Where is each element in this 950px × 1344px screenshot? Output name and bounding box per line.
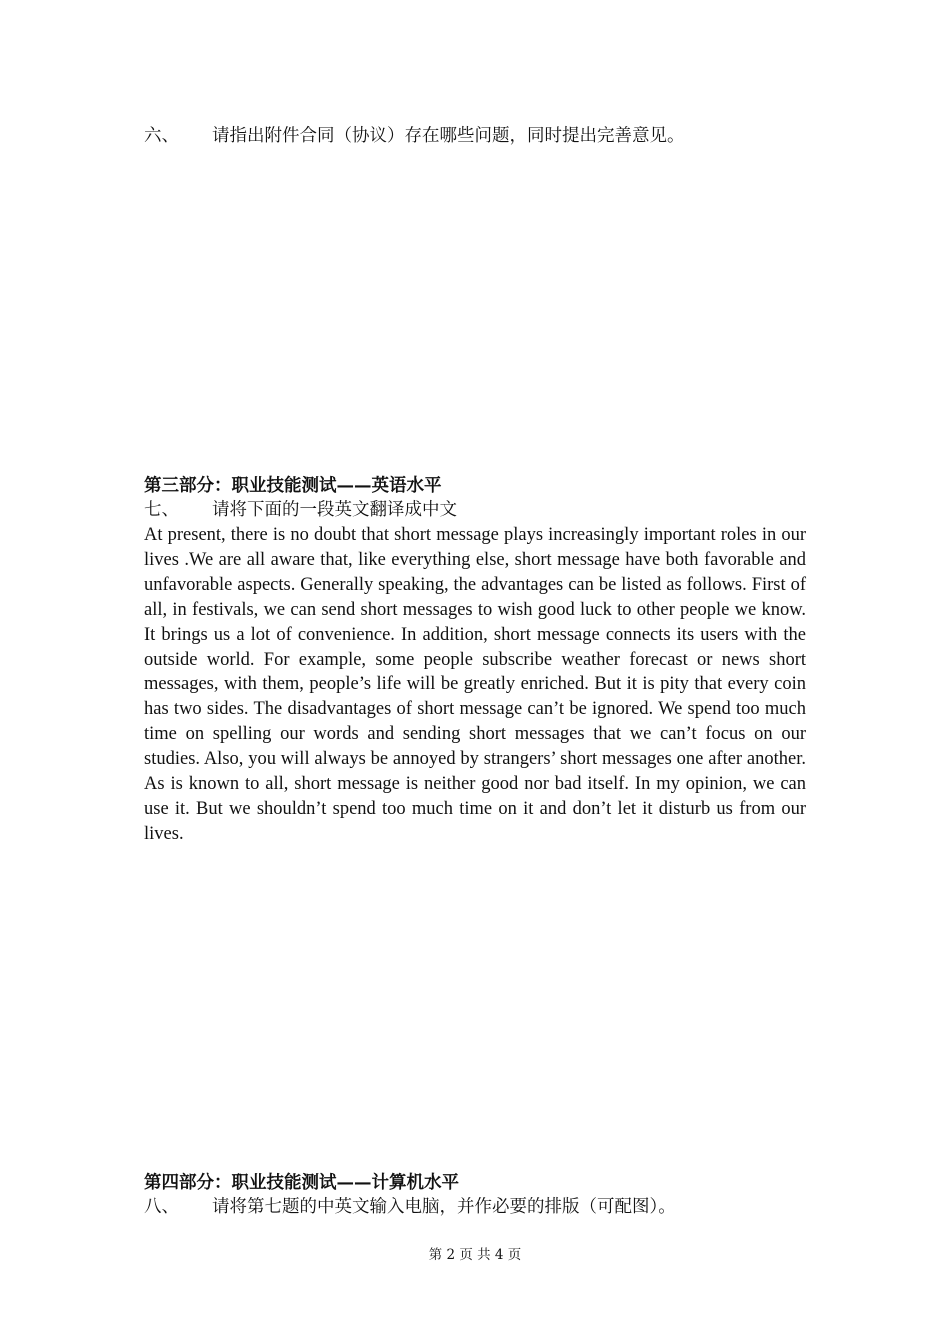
part-4-heading: 第四部分：职业技能测试——计算机水平 xyxy=(144,1173,459,1193)
question-8-number: 八、 xyxy=(144,1197,179,1217)
english-passage: At present, there is no doubt that short message plays increasingly important roles in our lives .We are all aware that, like everything else, short message have both favorable and unfavorable aspects. Generally speaking, the advantages can be listed as follows. First of all, in festivals, we can send short messages to wish good luck to other people we know. It brings us a lot of convenience. In addition, short message connects its users with the outside world. For example, some people subscribe weather forecast or news short messages, with them, people’s life will be greatly enriched. But it is pity that every coin has two sides. The disadvantages of short message can’t be ignored. We spend too much time on spelling our words and sending short messages that we can’t focus on our studies. Also, you will always be annoyed by strangers’ short messages one after another. As is known to all, short message is neither good nor bad itself. In my opinion, we can use it. But we shouldn’t spend too much time on it and don’t let it disturb us from our lives. xyxy=(144,525,806,844)
question-6-number: 六、 xyxy=(144,126,179,146)
question-6-text: 请指出附件合同（协议）存在哪些问题，同时提出完善意见。 xyxy=(212,126,685,146)
question-8 xyxy=(144,1195,806,1219)
part-3-heading: 第三部分：职业技能测试——英语水平 xyxy=(144,476,442,496)
page-footer: 第 2 页 共 4 页 xyxy=(428,1247,522,1263)
question-7-text: 请将下面的一段英文翻译成中文 xyxy=(212,500,457,520)
question-6 xyxy=(144,124,806,148)
question-8-text: 请将第七题的中英文输入电脑，并作必要的排版（可配图）。 xyxy=(212,1197,676,1217)
question-7 xyxy=(144,498,806,522)
question-7-number: 七、 xyxy=(144,500,179,520)
